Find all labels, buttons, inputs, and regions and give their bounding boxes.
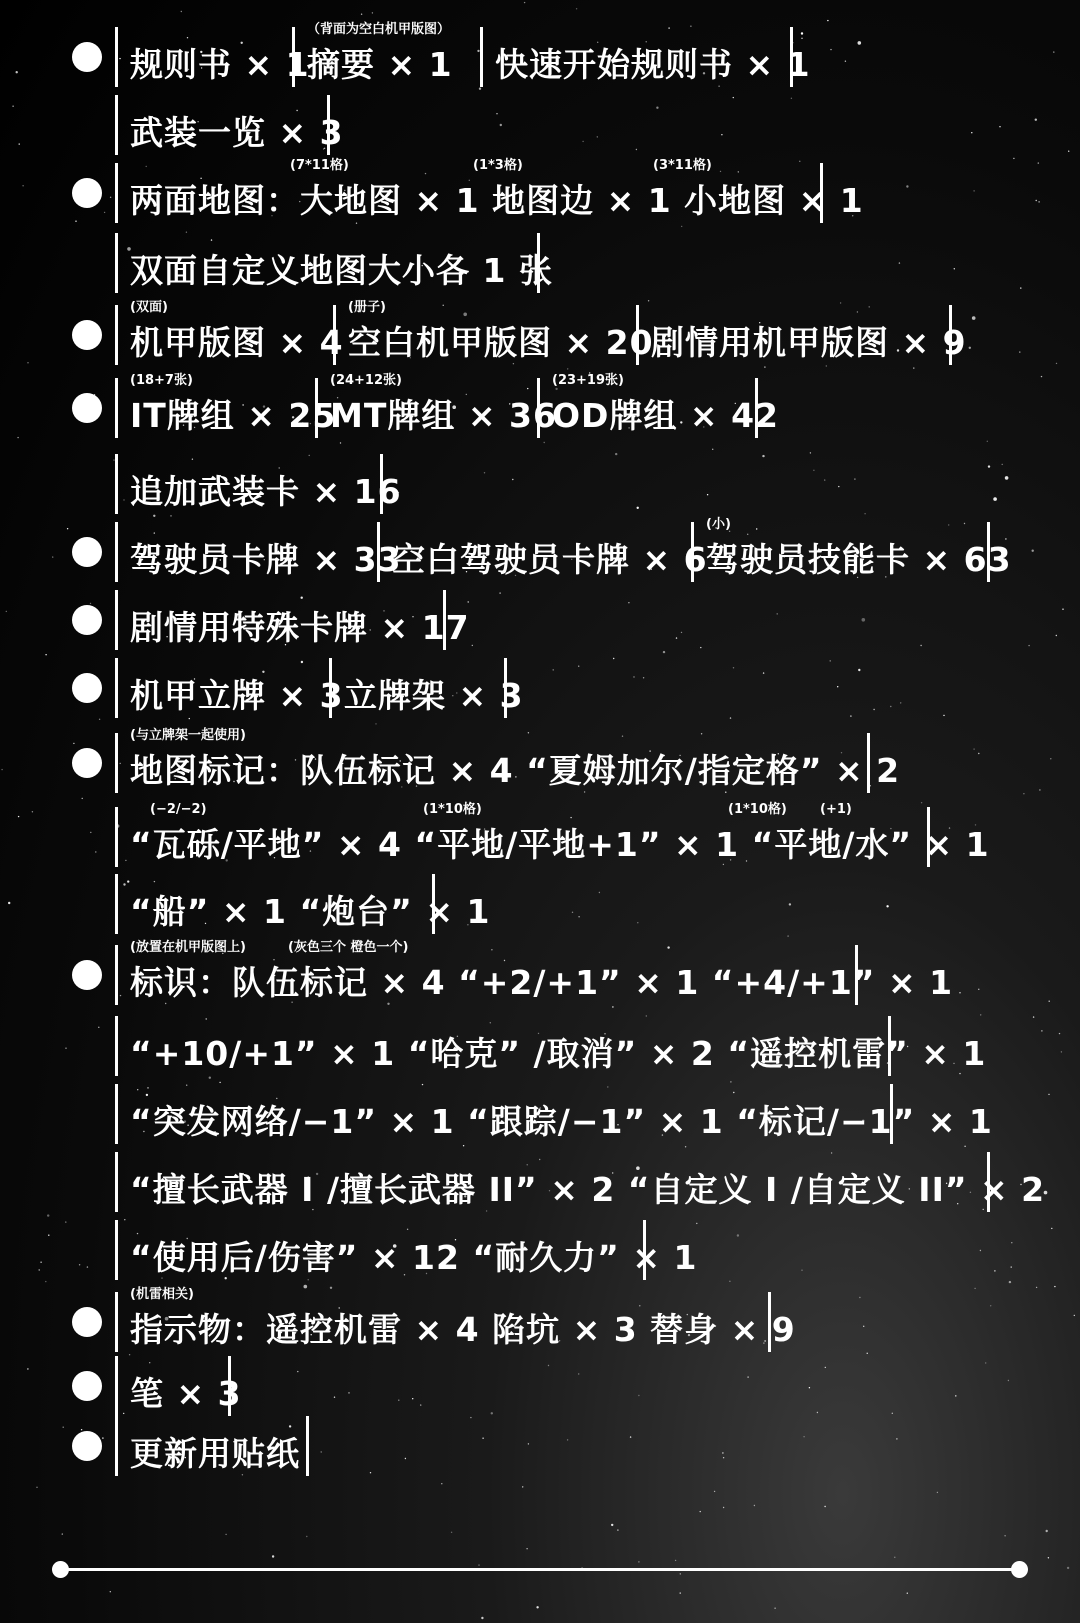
list-row (0, 1220, 1080, 1280)
list-row (0, 802, 1080, 867)
list-item (115, 874, 491, 934)
item-text: IT牌组 × 25 (130, 396, 337, 435)
divider-bar (987, 522, 990, 582)
item-text: 立牌架 × 3 (344, 676, 524, 715)
item-text: “使用后/伤害” × 12 “耐久力” × 1 (130, 1238, 698, 1277)
bullet-icon (72, 1431, 102, 1461)
divider-bar (949, 305, 952, 365)
bullet-icon (72, 1371, 102, 1401)
bullet-icon (72, 1307, 102, 1337)
item-note: (23+19张) (552, 373, 624, 388)
item-note: (3*11格) (653, 158, 712, 173)
list-row (0, 874, 1080, 934)
list-row (0, 373, 1080, 438)
item-text: “船” × 1 “炮台” × 1 (130, 892, 491, 931)
list-row (0, 1287, 1080, 1352)
item-text: 双面自定义地图大小各 1 张 (130, 251, 553, 290)
list-item (115, 658, 344, 718)
list-row (0, 1356, 1080, 1416)
list-item (115, 454, 402, 514)
list-item (480, 27, 811, 87)
divider-bar (327, 95, 330, 155)
item-note: (24+12张) (330, 373, 402, 388)
list-item (115, 1220, 698, 1280)
list-item (115, 1287, 796, 1352)
item-text: “擅长武器 I /擅长武器 II” × 2 “自定义 I /自定义 II” × 2 (130, 1170, 1046, 1209)
item-text: 指示物：遥控机雷 × 4 陷坑 × 3 替身 × 9 (130, 1310, 796, 1349)
divider-bar (537, 233, 540, 293)
list-item (115, 233, 553, 293)
bullet-icon (72, 960, 102, 990)
bullet-icon (72, 673, 102, 703)
list-item (315, 373, 557, 438)
bottom-divider-line (60, 1568, 1020, 1571)
item-text: 追加武装卡 × 16 (130, 472, 402, 511)
divider-right-dot (1011, 1561, 1028, 1578)
list-item (115, 728, 901, 793)
bullet-icon (72, 393, 102, 423)
divider-bar (432, 874, 435, 934)
item-text: 两面地图：大地图 × 1 地图边 × 1 小地图 × 1 (130, 181, 864, 220)
item-note: (小) (706, 517, 731, 532)
item-note: (1*10格) (728, 802, 787, 817)
item-text: 武装一览 × 3 (130, 113, 344, 152)
list-item (115, 590, 470, 650)
item-note: (双面) (130, 300, 168, 315)
list-row (0, 1084, 1080, 1144)
list-row (0, 158, 1080, 223)
list-row (0, 454, 1080, 514)
divider-bar (890, 1084, 893, 1144)
item-text: 驾驶员卡牌 × 33 (130, 540, 402, 579)
item-text: 标识：队伍标记 × 4 “+2/+1” × 1 “+4/+1” × 1 (130, 963, 954, 1002)
list-item (115, 1084, 993, 1144)
list-item (691, 517, 1012, 582)
list-item (115, 522, 402, 582)
divider-bar (643, 1220, 646, 1280)
list-row (0, 658, 1080, 718)
item-note: (1*10格) (423, 802, 482, 817)
list-row (0, 728, 1080, 793)
divider-bar (867, 733, 870, 793)
list-item (377, 522, 708, 582)
bullet-icon (72, 605, 102, 635)
item-text: 规则书 × 1 (130, 45, 310, 84)
list-item (115, 95, 344, 155)
item-text: 机甲立牌 × 3 (130, 676, 344, 715)
item-note: (18+7张) (130, 373, 193, 388)
item-text: 地图标记：队伍标记 × 4 “夏姆加尔/指定格” × 2 (130, 751, 901, 790)
item-text: 快速开始规则书 × 1 (495, 45, 811, 84)
item-text: “+10/+1” × 1 “哈克” /取消” × 2 “遥控机雷” × 1 (130, 1034, 987, 1073)
divider-bar (443, 590, 446, 650)
bullet-icon (72, 42, 102, 72)
bullet-icon (72, 178, 102, 208)
item-text: “突发网络/−1” × 1 “跟踪/−1” × 1 “标记/−1” × 1 (130, 1102, 993, 1141)
item-text: 驾驶员技能卡 × 63 (706, 540, 1012, 579)
list-item (115, 1356, 242, 1416)
item-note: (灰色三个 橙色一个) (288, 940, 409, 955)
divider-bar (768, 1292, 771, 1352)
list-item (115, 940, 954, 1005)
bullet-icon (72, 748, 102, 778)
item-note: (册子) (348, 300, 386, 315)
divider-bar (306, 1416, 309, 1476)
list-item (115, 27, 310, 87)
item-note: (放置在机甲版图上) (130, 940, 246, 955)
item-text: 摘要 × 1 (307, 45, 453, 84)
list-row (0, 22, 1080, 87)
list-row (0, 590, 1080, 650)
bullet-icon (72, 320, 102, 350)
item-note: (与立牌架一起使用) (130, 728, 246, 743)
divider-bar (855, 945, 858, 1005)
divider-bar (927, 807, 930, 867)
item-text: 剧情用特殊卡牌 × 17 (130, 608, 470, 647)
divider-bar (987, 1152, 990, 1212)
list-item (115, 158, 864, 223)
divider-bar (755, 378, 758, 438)
bullet-icon (72, 537, 102, 567)
item-text: 剧情用机甲版图 × 9 (651, 323, 967, 362)
list-row (0, 233, 1080, 293)
list-item (329, 658, 524, 718)
list-item (636, 305, 967, 365)
item-text: MT牌组 × 36 (330, 396, 557, 435)
list-row (0, 1152, 1080, 1212)
divider-bar (790, 27, 793, 87)
item-text: 空白驾驶员卡牌 × 6 (392, 540, 708, 579)
list-item (333, 300, 654, 365)
list-item (115, 802, 990, 867)
item-note: (机雷相关) (130, 1287, 194, 1302)
list-row (0, 95, 1080, 155)
item-text: OD牌组 × 42 (552, 396, 779, 435)
list-item (115, 373, 337, 438)
divider-bar (380, 454, 383, 514)
divider-bar (888, 1016, 891, 1076)
divider-bar (820, 163, 823, 223)
item-note: （背面为空白机甲版图） (307, 22, 451, 37)
item-note: (+1) (820, 802, 852, 817)
item-note: (1*3格) (473, 158, 523, 173)
list-item (292, 22, 480, 87)
list-row (0, 1016, 1080, 1076)
item-text: “瓦砾/平地” × 4 “平地/平地+1” × 1 “平地/水” × 1 (130, 825, 990, 864)
list-row (0, 300, 1080, 365)
divider-bar (504, 658, 507, 718)
list-item (115, 1152, 1046, 1212)
item-note: (−2/−2) (150, 802, 207, 817)
list-item (115, 1416, 306, 1476)
item-text: 笔 × 3 (130, 1374, 242, 1413)
item-text: 空白机甲版图 × 20 (348, 323, 654, 362)
item-note: (7*11格) (290, 158, 349, 173)
list-row (0, 1416, 1080, 1476)
item-text: 机甲版图 × 4 (130, 323, 344, 362)
list-item (115, 1016, 987, 1076)
divider-bar (228, 1356, 231, 1416)
list-row (0, 940, 1080, 1005)
list-row (0, 517, 1080, 582)
item-text: 更新用贴纸 (130, 1434, 300, 1473)
list-item (115, 300, 344, 365)
list-item (537, 373, 779, 438)
